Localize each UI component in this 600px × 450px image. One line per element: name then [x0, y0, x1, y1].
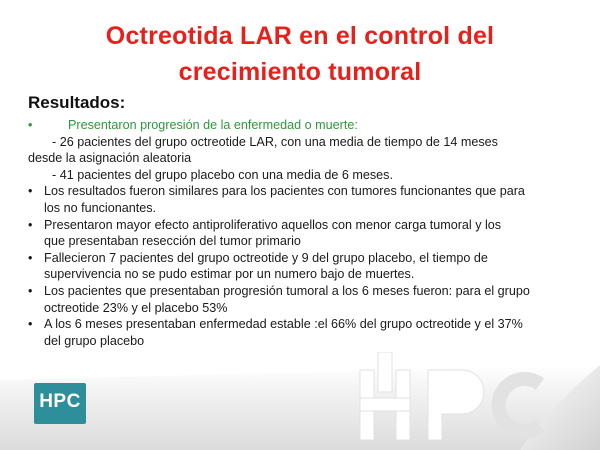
bullet-icon: •	[28, 250, 33, 265]
bullet-icon: •	[28, 118, 33, 132]
bullet-text: Los pacientes que presentaban progresión tumoral a los 6 meses fueron: para el grupo	[44, 283, 530, 298]
bullet-text: Presentaron mayor efecto antiproliferativo aquellos con menor carga tumoral y los	[44, 217, 502, 232]
logo-text: HPC	[39, 391, 81, 412]
section-heading: Resultados:	[28, 93, 126, 112]
bullet-continuation: del grupo placebo	[44, 333, 145, 348]
bullet-antiproliferative	[28, 217, 588, 234]
bullet-progression-6-months	[28, 283, 588, 300]
bullet-icon: •	[28, 317, 33, 332]
slide-title	[0, 18, 600, 90]
bullet-continuation: los no funcionantes.	[44, 200, 157, 215]
results-list	[28, 117, 588, 349]
bullet-results-similar	[28, 183, 588, 200]
bullet-text: Los resultados fueron similares para los pacientes con tumores funcionantes que para	[44, 184, 525, 199]
sub-item-placebo: - 41 pacientes del grupo placebo con una media de 6 meses.	[52, 167, 393, 182]
bullet-stable-disease	[28, 316, 588, 333]
hpc-watermark-icon	[340, 352, 600, 450]
bullet-continuation: que presentaban resección del tumor primario	[44, 234, 301, 249]
bullet-deaths	[28, 250, 588, 267]
hpc-logo	[34, 383, 86, 424]
bullet-progression	[28, 117, 588, 134]
bullet-icon: •	[28, 184, 33, 199]
bullet-text: A los 6 meses presentaban enfermedad estable :el 66% del grupo octreotide y el 37%	[44, 317, 523, 332]
sub-item-octreotide-cont: desde la asignación aleatoria	[28, 151, 192, 166]
bullet-icon: •	[28, 283, 33, 298]
bullet-continuation: supervivencia no se pudo estimar por un numero bajo de muertes.	[44, 267, 415, 282]
bullet-text: Presentaron progresión de la enfermedad o muerte:	[68, 118, 358, 132]
bullet-text: Fallecieron 7 pacientes del grupo octreotide y 9 del grupo placebo, el tiempo de	[44, 250, 488, 265]
bullet-icon: •	[28, 217, 33, 232]
title-line-2: crecimiento tumoral	[178, 58, 422, 86]
title-line-1: Octreotida LAR en el control del	[105, 22, 495, 50]
bullet-continuation: octreotide 23% y el placebo 53%	[44, 300, 228, 315]
sub-item-octreotide: - 26 pacientes del grupo octreotide LAR, con una media de tiempo de 14 meses	[52, 134, 498, 149]
